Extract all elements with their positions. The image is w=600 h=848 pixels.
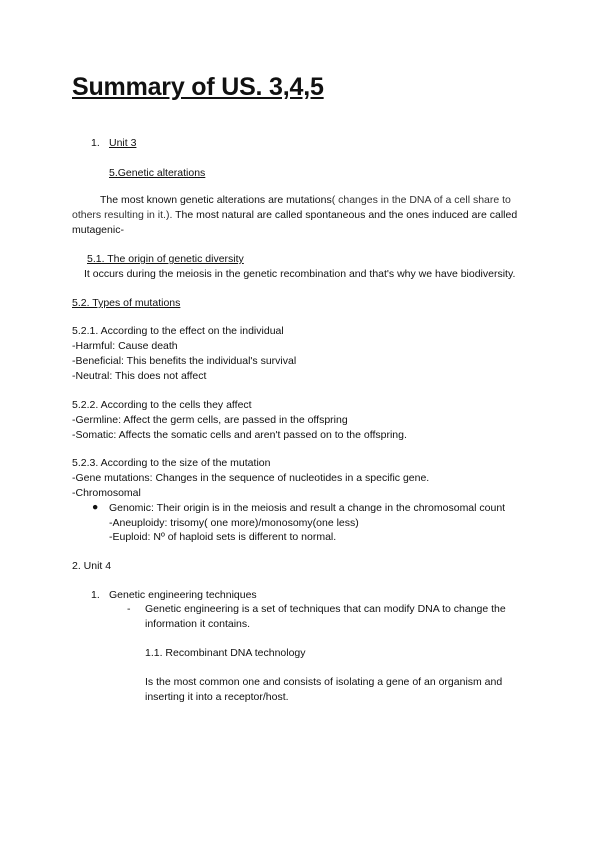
recombinant-text: inserting it into a receptor/host.: [145, 691, 289, 703]
recombinant-heading: 1.1. Recombinant DNA technology: [145, 647, 306, 659]
origin-heading: 5.1. The origin of genetic diversity: [87, 253, 244, 265]
genomic-bullet: Genomic: Their origin is in the meiosis and result a change in the chromosomal count: [109, 502, 506, 514]
bullet-icon: ●: [92, 501, 99, 513]
intro-line-3: mutagenic-: [72, 224, 124, 236]
size-heading: 5.2.3. According to the size of the mutation: [72, 457, 271, 469]
intro-light-2: others resulting in it.).: [72, 209, 173, 221]
effect-item: -Harmful: Cause death: [72, 340, 178, 352]
page-title: Summary of US. 3,4,5: [72, 73, 324, 101]
cells-item: -Germline: Affect the germ cells, are passed in the offspring: [72, 414, 348, 426]
intro-strong-2: The most natural are called spontaneous and the ones induced are called: [172, 209, 518, 221]
origin-text: It occurs during the meiosis in the genetic recombination and that's why we have biodiversity.: [84, 268, 516, 280]
size-item: -Gene mutations: Changes in the sequence of nucleotides in a specific gene.: [72, 472, 430, 484]
recombinant-text: Is the most common one and consists of isolating a gene of an organism and: [145, 676, 503, 688]
genomic-sub-item: -Euploid: Nº of haploid sets is different to normal.: [109, 531, 337, 543]
genetic-engineering-desc: information it contains.: [145, 618, 251, 630]
dash-marker: -: [127, 603, 131, 615]
unit3-number: 1.: [91, 137, 100, 149]
types-heading: 5.2. Types of mutations: [72, 297, 181, 309]
intro-light: ( changes in the DNA of a cell share to: [331, 194, 511, 206]
intro-line-2: [72, 208, 517, 223]
cells-heading: 5.2.2. According to the cells they affect: [72, 399, 252, 411]
genetic-engineering-desc: Genetic engineering is a set of techniques that can modify DNA to change the: [145, 603, 506, 615]
unit3-heading: Unit 3: [109, 137, 137, 149]
effect-item: -Neutral: This does not affect: [72, 370, 207, 382]
size-item: -Chromosomal: [72, 487, 141, 499]
intro-line-1: [100, 193, 511, 208]
cells-item: -Somatic: Affects the somatic cells and aren't passed on to the offspring.: [72, 429, 407, 441]
effect-heading: 5.2.1. According to the effect on the individual: [72, 325, 284, 337]
effect-item: -Beneficial: This benefits the individual's survival: [72, 355, 297, 367]
genomic-sub-item: -Aneuploidy: trisomy( one more)/monosomy(one less): [109, 517, 359, 529]
unit4-item-number: 1.: [91, 589, 100, 601]
genetic-alterations-heading: 5.Genetic alterations: [109, 167, 206, 179]
unit4-heading: 2. Unit 4: [72, 560, 112, 572]
intro-strong: The most known genetic alterations are mutations: [100, 194, 332, 206]
genetic-engineering-heading: Genetic engineering techniques: [109, 589, 257, 601]
